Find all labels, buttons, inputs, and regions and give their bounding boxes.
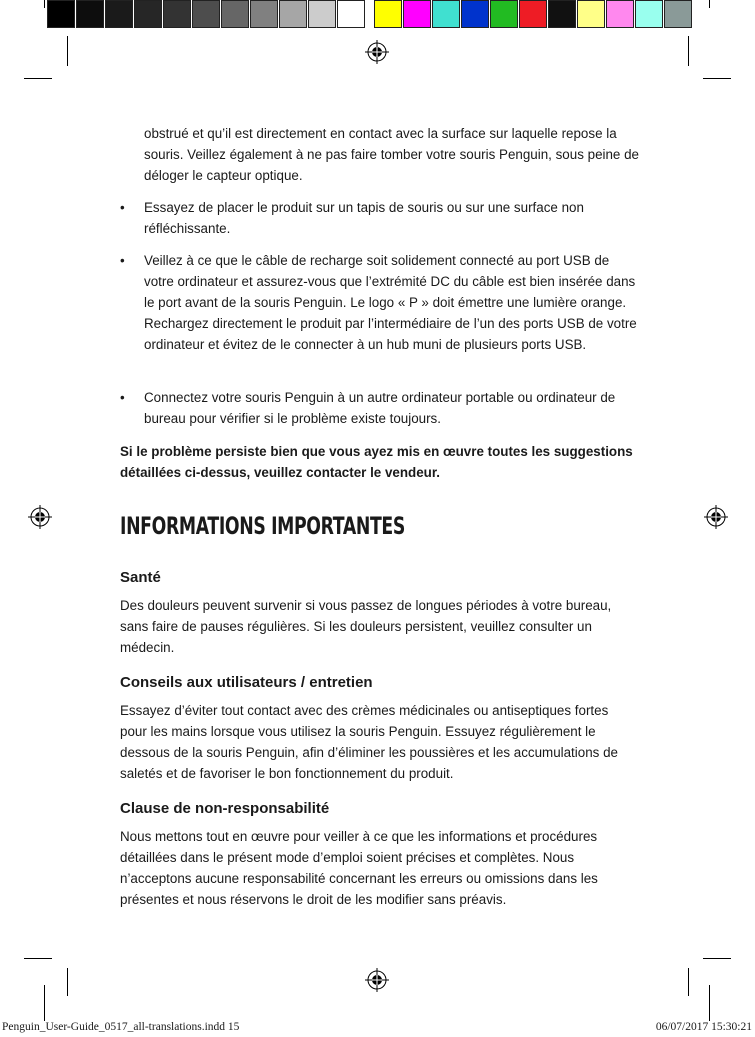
crop-mark [703, 958, 731, 959]
color-swatch [490, 0, 518, 28]
crop-mark [67, 36, 68, 66]
color-swatch [519, 0, 547, 28]
crop-mark [709, 985, 710, 1021]
section-body-disclaimer: Nous mettons tout en œuvre pour veiller à ce que les informations et procédures détaillées dans le présent mode d’emploi soient précises et complètes. Nous n’acceptons aucune responsabilité concernant les erreurs ou omissions dans les présentes et nous réservons le droit de les modifier sans préavis. [120, 829, 598, 907]
bullet-icon: • [120, 253, 125, 268]
section-heading: INFORMATIONS IMPORTANTES [120, 512, 405, 540]
bullet-icon: • [120, 200, 125, 215]
color-swatch [403, 0, 431, 28]
color-swatch [606, 0, 634, 28]
color-swatch [664, 0, 692, 28]
crop-mark [24, 78, 52, 79]
color-swatch [250, 0, 278, 28]
registration-mark-icon [365, 968, 389, 992]
continuation-paragraph: obstrué et qu’il est directement en contact avec la surface sur laquelle repose la souris. Veillez également à ne pas faire tomber votre souris Penguin, sous peine de déloger le capteur optique. [144, 126, 639, 183]
crop-mark [44, 985, 45, 1021]
color-swatch [279, 0, 307, 28]
section-title-health: Santé [120, 569, 161, 586]
support-note: Si le problème persiste bien que vous ayez mis en œuvre toutes les suggestions détaillées ci-dessus, veuillez contacter le vendeur. [120, 444, 633, 480]
color-swatch [635, 0, 663, 28]
section-title-disclaimer: Clause de non-responsabilité [120, 800, 330, 817]
color-calibration-bar [47, 0, 693, 31]
list-item-text: Essayez de placer le produit sur un tapis de souris ou sur une surface non réfléchissante. [144, 200, 584, 236]
bullet-icon: • [120, 390, 125, 405]
color-swatch [163, 0, 191, 28]
list-item-text: Connectez votre souris Penguin à un autre ordinateur portable ou ordinateur de bureau pour vérifier si le problème existe toujours. [144, 390, 616, 426]
section-body-care: Essayez d’éviter tout contact avec des crèmes médicinales ou antiseptiques fortes pour les mains lorsque vous utilisez la souris Penguin. Essuyez régulièrement le dessous de la souris Penguin, afin d’éliminer les poussières et les accumulations de saletés et de favoriser le bon fonctionnement du produit. [120, 703, 618, 781]
crop-mark [67, 968, 68, 996]
swatch-gap [366, 0, 374, 31]
color-swatch [47, 0, 75, 28]
color-swatch [308, 0, 336, 28]
slug-filename: Penguin_User-Guide_0517_all-translations.indd 15 [2, 1021, 240, 1033]
color-swatch [337, 0, 365, 28]
color-swatch [192, 0, 220, 28]
color-swatch [105, 0, 133, 28]
color-swatch [577, 0, 605, 28]
registration-mark-icon [28, 505, 52, 529]
crop-mark [24, 958, 52, 959]
crop-mark [709, 0, 710, 8]
registration-mark-icon [365, 40, 389, 64]
color-swatch [548, 0, 576, 28]
crop-mark [703, 78, 731, 79]
crop-mark [688, 968, 689, 996]
color-swatch [461, 0, 489, 28]
color-swatch [76, 0, 104, 28]
section-title-care: Conseils aux utilisateurs / entretien [120, 674, 373, 691]
color-swatch [221, 0, 249, 28]
section-body-health: Des douleurs peuvent survenir si vous passez de longues périodes à votre bureau, sans faire de pauses régulières. Si les douleurs persistent, veuillez consulter un médecin. [120, 598, 612, 655]
registration-mark-icon [704, 505, 728, 529]
crop-mark [688, 36, 689, 66]
color-swatch [432, 0, 460, 28]
color-swatch [374, 0, 402, 28]
slug-datetime: 06/07/2017 15:30:21 [655, 1021, 752, 1033]
crop-mark [44, 0, 45, 8]
list-item-text: Veillez à ce que le câble de recharge soit solidement connecté au port USB de votre ordinateur et assurez-vous que l’extrémité DC du câble est bien insérée dans le port avant de la souris Penguin. Le logo « P » doit émettre une lumière orange. Rechargez directement le produit par l’intermédiaire de l’un des ports USB de votre ordinateur et évitez de le connecter à un hub muni de plusieurs ports USB. [144, 253, 637, 352]
color-swatch [134, 0, 162, 28]
